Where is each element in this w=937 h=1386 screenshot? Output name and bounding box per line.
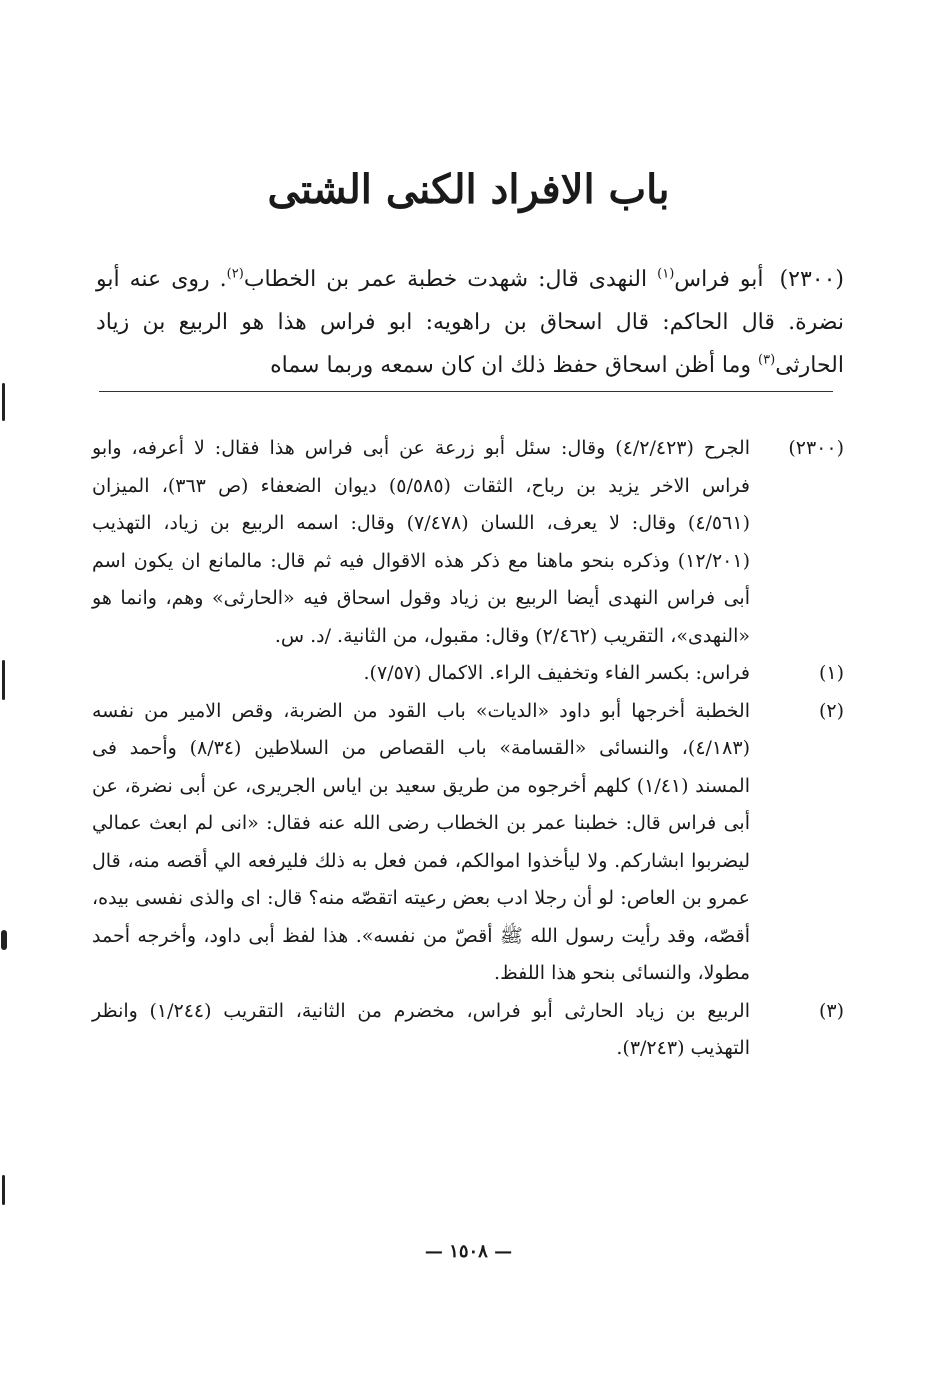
entry-text-part-3: . روى عنه أبو نضرة. قال الحاكم: قال اسحاق بن راهويه: ابو فراس هذا هو الربيع بن زياد الحارثى: [96, 267, 844, 378]
entry-number: (٢٣٠٠): [779, 267, 844, 292]
footnote-3: [92, 993, 844, 1068]
footnote-text: الخطبة أخرجها أبو داود «الديات» باب القود من الضربة، وقص الامير من نفسه (٤/١٨٣)، والنسائى «القسامة» باب القصاص من السلاطين (٨/٣٤) وأحمد فى المسند (١/٤١) كلهم أخرجوه من طريق سعيد بن اياس الجريرى، عن أبى نضرة، عن أبى فراس قال: خطبنا عمر بن الخطاب رضى الله عنه فقال: «انى لم ابعث عمالي ليضربوا ابشاركم. ولا ليأخذوا اموالكم، فمن فعل به ذلك فليرفعه الي أقصه منه، قال عمرو بن العاص: لو أن رجلا ادب بعض رعيته اتقصّه منه؟ قال: اى والذى نفسى بيده، أقصّه، وقد رأيت رسول الله ﷺ أقصّ من نفسه». هذا لفظ أبى داود، وأخرجه أحمد مطولا، والنسائى بنحو هذا اللفظ.: [92, 699, 750, 984]
footnote-label: (١): [818, 662, 844, 684]
scan-edge-mark: [2, 383, 5, 421]
footnote-2: [92, 693, 844, 993]
main-entry: [96, 258, 844, 387]
entry-text-part-4: وما أظن اسحاق حفظ ذلك ان كان سمعه وربما سماه: [270, 353, 752, 378]
footnote-label: (٣): [818, 999, 844, 1022]
footnote-text: فراس: بكسر الفاء وتخفيف الراء. الاكمال (٧/٥٧).: [363, 662, 750, 684]
main-entry-paragraph: [96, 258, 844, 387]
footnote-ref-1[interactable]: (١): [657, 266, 675, 282]
footnote-separator: [99, 391, 833, 392]
footnote-ref-3[interactable]: (٣): [758, 352, 776, 368]
footnote-text: الجرح (٤/٢/٤٢٣) وقال: سئل أبو زرعة عن أبى فراس هذا فقال: لا أعرفه، وابو فراس الاخر يزيد بن رباح، الثقات (٥/٥٨٥) ديوان الضعفاء (ص ٣٦٣)، الميزان (٤/٥٦١) وقال: لا يعرف، اللسان (٧/٤٧٨) وقال: اسمه الربيع بن زياد، التهذيب (١٢/٢٠١) وذكره بنحو ماهنا مع ذكر هذه الاقوال فيه ثم قال: مالمانع ان يكون اسم أبى فراس النهدى أيضا الربيع بن زياد وقول اسحاق فيه «الحارثى» وهم، وانما هو «النهدى»، التقريب (٢/٤٦٢) وقال: مقبول، من الثانية. /د. س.: [92, 437, 751, 647]
scan-edge-mark: [2, 660, 5, 700]
entry-text-part-1: أبو فراس: [674, 267, 764, 292]
scan-edge-mark: [2, 1175, 5, 1205]
footnote-label: (٢): [818, 699, 844, 722]
footnote-entry-2300: [92, 430, 844, 655]
footnote-ref-2[interactable]: (٢): [226, 266, 244, 282]
footnote-1: [92, 655, 844, 693]
chapter-title: باب الافراد الكنى الشتى: [267, 166, 670, 213]
footnote-label: (٢٣٠٠): [788, 437, 844, 459]
footnotes-section: [92, 430, 844, 1068]
footnote-text: الربيع بن زياد الحارثى أبو فراس، مخضرم من الثانية، التقريب (١/٢٤٤) وانظر التهذيب (٣/٢٤٣).: [92, 999, 750, 1059]
scan-edge-mark: [1, 930, 7, 950]
entry-text-part-2: النهدى قال: شهدت خطبة عمر بن الخطاب: [243, 267, 648, 292]
page-number: — ١٥٠٨ —: [424, 1241, 513, 1262]
